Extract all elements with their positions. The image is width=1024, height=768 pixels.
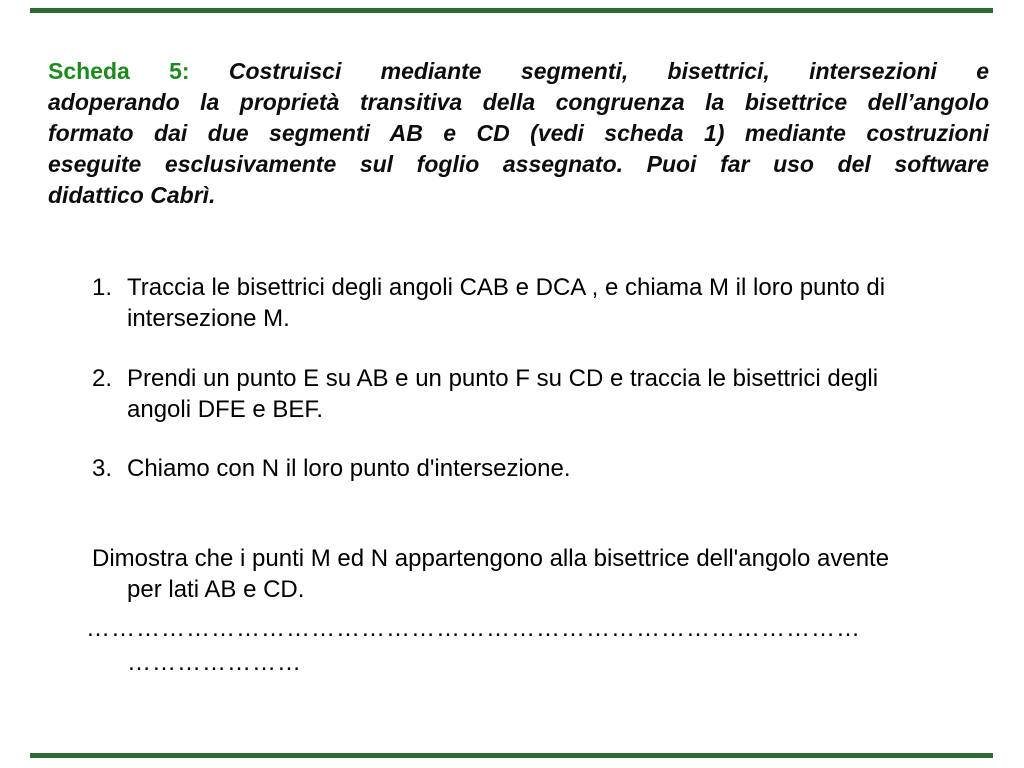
heading-line: formato dai due segmenti AB e CD (vedi scheda 1) mediante costruzioni [48, 120, 989, 146]
heading-prefix: Scheda 5: [48, 58, 190, 84]
heading-line [48, 56, 989, 87]
conclusion-line: per lati AB e CD. [127, 576, 305, 603]
list-item-text-line: Chiamo con N il loro punto d'intersezione. [127, 455, 571, 482]
bottom-rule-line [30, 753, 993, 758]
dotted-line: ………………………………………………………………………………… [86, 615, 861, 642]
list-item-number: 2. [92, 365, 113, 392]
list-item-text-line: Traccia le bisettrici degli angoli CAB e DCA , e chiama M il loro punto di [127, 274, 886, 301]
list-item [92, 453, 972, 484]
list-item-text-line: Prendi un punto E su AB e un punto F su CD e traccia le bisettrici degli [127, 365, 879, 392]
top-rule-line [30, 8, 993, 13]
heading-line: adoperando la proprietà transitiva della congruenza la bisettrice dell’angolo [48, 89, 989, 115]
list-item-number: 3. [92, 455, 113, 482]
task-heading [48, 56, 989, 211]
conclusion-paragraph [92, 543, 972, 605]
conclusion-line: Dimostra che i punti M ed N appartengono alla bisettrice dell'angolo avente [92, 545, 890, 572]
list-item-number: 1. [92, 274, 113, 301]
heading-line-1-text: Costruisci mediante segmenti, bisettrici, intersezioni e [189, 58, 989, 84]
answer-dotted-lines [86, 612, 966, 680]
list-item-text-line: intersezione M. [127, 305, 290, 332]
heading-line: eseguite esclusivamente sul foglio assegnato. Puoi far uso del software [48, 151, 989, 177]
list-item [92, 272, 972, 334]
list-item [92, 363, 972, 425]
dotted-line: ………………… [127, 649, 302, 676]
list-item-text-line: angoli DFE e BEF. [127, 396, 324, 423]
heading-line: didattico Cabrì. [48, 182, 216, 208]
